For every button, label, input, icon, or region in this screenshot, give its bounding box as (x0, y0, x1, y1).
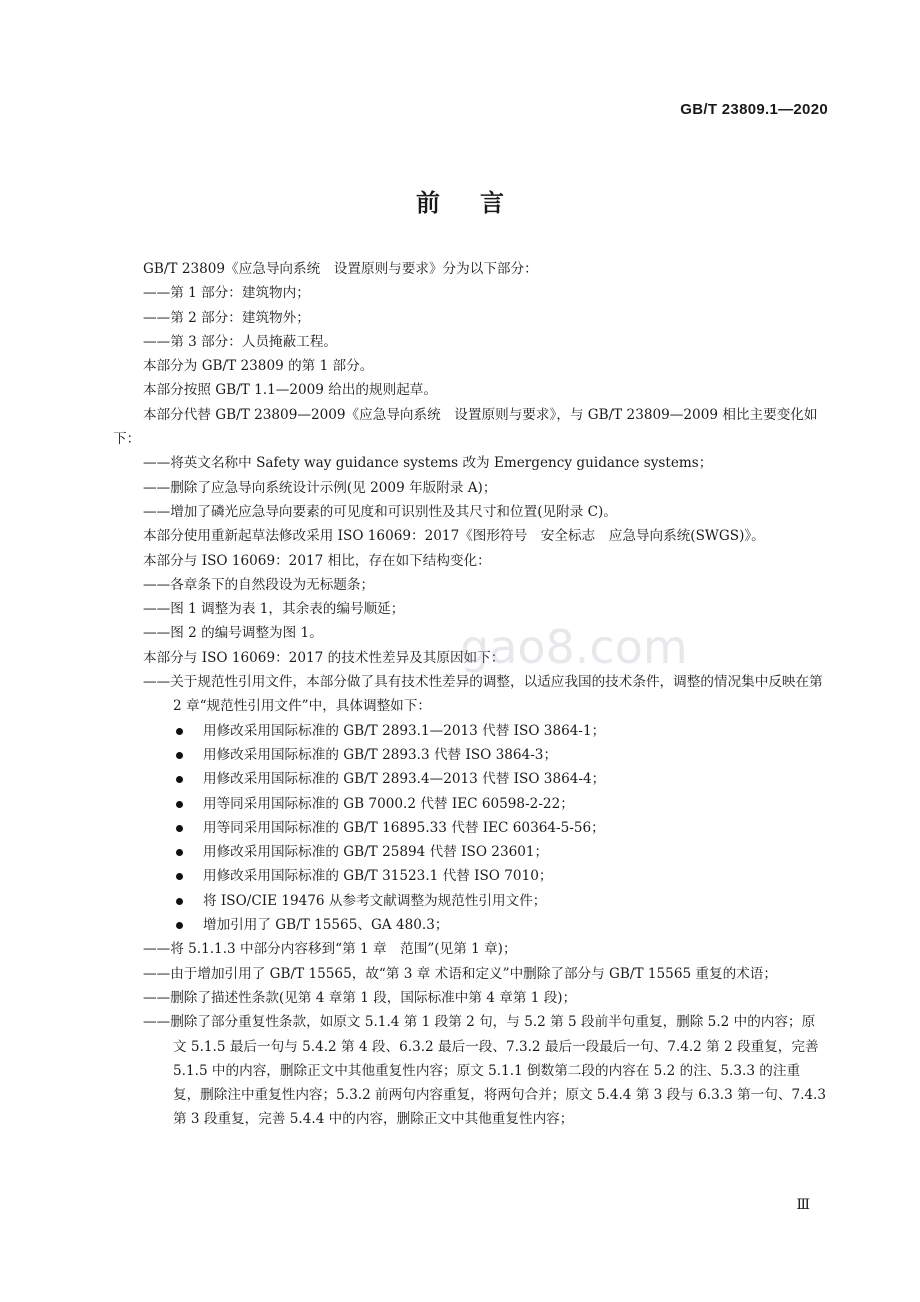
list-item: ——将 5.1.1.3 中部分内容移到“第 1 章 范围”(见第 1 章)； (143, 941, 517, 958)
list-item: ——删除了应急导向系统设计示例(见 2009 年版附录 A)； (143, 479, 497, 496)
list-item: ——将英文名称中 Safety way guidance systems 改为 Emergency guidance systems； (143, 455, 713, 472)
page-title: 前言 (416, 189, 544, 217)
document-body (113, 257, 827, 1132)
list-item: ——删除了描述性条款(见第 4 章第 1 段，国际标准中第 4 章第 1 段)； (143, 989, 577, 1006)
bullet-item: 将 ISO/CIE 19476 从参考文献调整为规范性引用文件； (113, 889, 827, 913)
paragraph: 本部分按照 GB/T 1.1—2009 给出的规则起草。 (143, 382, 437, 399)
paragraph: GB/T 23809《应急导向系统 设置原则与要求》分为以下部分： (143, 261, 538, 277)
list-item: ——图 1 调整为表 1，其余表的编号顺延； (143, 601, 405, 618)
watermark: gao8.com (460, 620, 688, 674)
bullet-item: 用修改采用国际标准的 GB/T 2893.1—2013 代替 ISO 3864-1； (113, 719, 827, 743)
paragraph: 本部分为 GB/T 23809 的第 1 部分。 (143, 358, 374, 375)
bullet-item: 增加引用了 GB/T 15565、GA 480.3； (113, 913, 827, 937)
bullet-item: 用等同采用国际标准的 GB/T 16895.33 代替 IEC 60364-5-56； (113, 816, 827, 840)
paragraph: 本部分使用重新起草法修改采用 ISO 16069：2017《图形符号 安全标志 应急导向系统(SWGS)》。 (143, 528, 765, 545)
paragraph: 本部分与 ISO 16069：2017 相比，存在如下结构变化： (143, 552, 491, 569)
paragraph: 本部分代替 GB/T 23809—2009《应急导向系统 设置原则与要求》，与 GB/T 23809—2009 相比主要变化如下： (113, 406, 818, 448)
list-item: ——关于规范性引用文件，本部分做了具有技术性差异的调整，以适应我国的技术条件，调整的情况集中反映在第 2 章“规范性引用文件”中，具体调整如下： (143, 674, 823, 715)
list-item: ——第 1 部分：建筑物内； (143, 285, 310, 302)
list-item: ——删除了部分重复性条款，如原文 5.1.4 第 1 段第 2 句，与 5.2 第 5 段前半句重复，删除 5.2 中的内容；原文 5.1.5 最后一句与 5.4.2 第 4 段、6.3.2 最后一段、7.3.2 最后一段最后一句、7.4.2 第 2 段重复，完善 5.1.5 中的内容，删除正文中其他重复性内容；原文 5.1.1 倒数第二段的内容在 5.2 的注、5.3.3 的注重复，删除注中重复性内容；5.3.2 前两句内容重复，将两句合并；原文 5.4.4 第 3 段与 6.3.3 第一句、7.4.3 第 3 段重复，完善 5.4.4 中的内容，删除正文中其他重复性内容； (143, 1014, 827, 1128)
page-number: Ⅲ (796, 1197, 810, 1213)
list-item: ——第 3 部分：人员掩蔽工程。 (143, 333, 338, 350)
bullet-item: 用修改采用国际标准的 GB/T 25894 代替 ISO 23601； (113, 840, 827, 864)
bullet-item: 用等同采用国际标准的 GB 7000.2 代替 IEC 60598-2-22； (113, 792, 827, 816)
list-item: ——图 2 的编号调整为图 1。 (143, 625, 323, 642)
bullet-item: 用修改采用国际标准的 GB/T 31523.1 代替 ISO 7010； (113, 864, 827, 888)
bullet-item: 用修改采用国际标准的 GB/T 2893.4—2013 代替 ISO 3864-4； (113, 767, 827, 791)
list-item: ——增加了磷光应急导向要素的可见度和可识别性及其尺寸和位置(见附录 C)。 (143, 503, 617, 520)
paragraph: 本部分与 ISO 16069：2017 的技术性差异及其原因如下： (143, 649, 505, 666)
standard-code: GB/T 23809.1—2020 (680, 101, 828, 118)
list-item: ——第 2 部分：建筑物外； (143, 309, 310, 326)
list-item: ——由于增加引用了 GB/T 15565，故“第 3 章 术语和定义”中删除了部分与 GB/T 15565 重复的术语； (143, 965, 777, 982)
list-item: ——各章条下的自然段设为无标题条； (143, 576, 375, 593)
bullet-item: 用修改采用国际标准的 GB/T 2893.3 代替 ISO 3864-3； (113, 743, 827, 767)
